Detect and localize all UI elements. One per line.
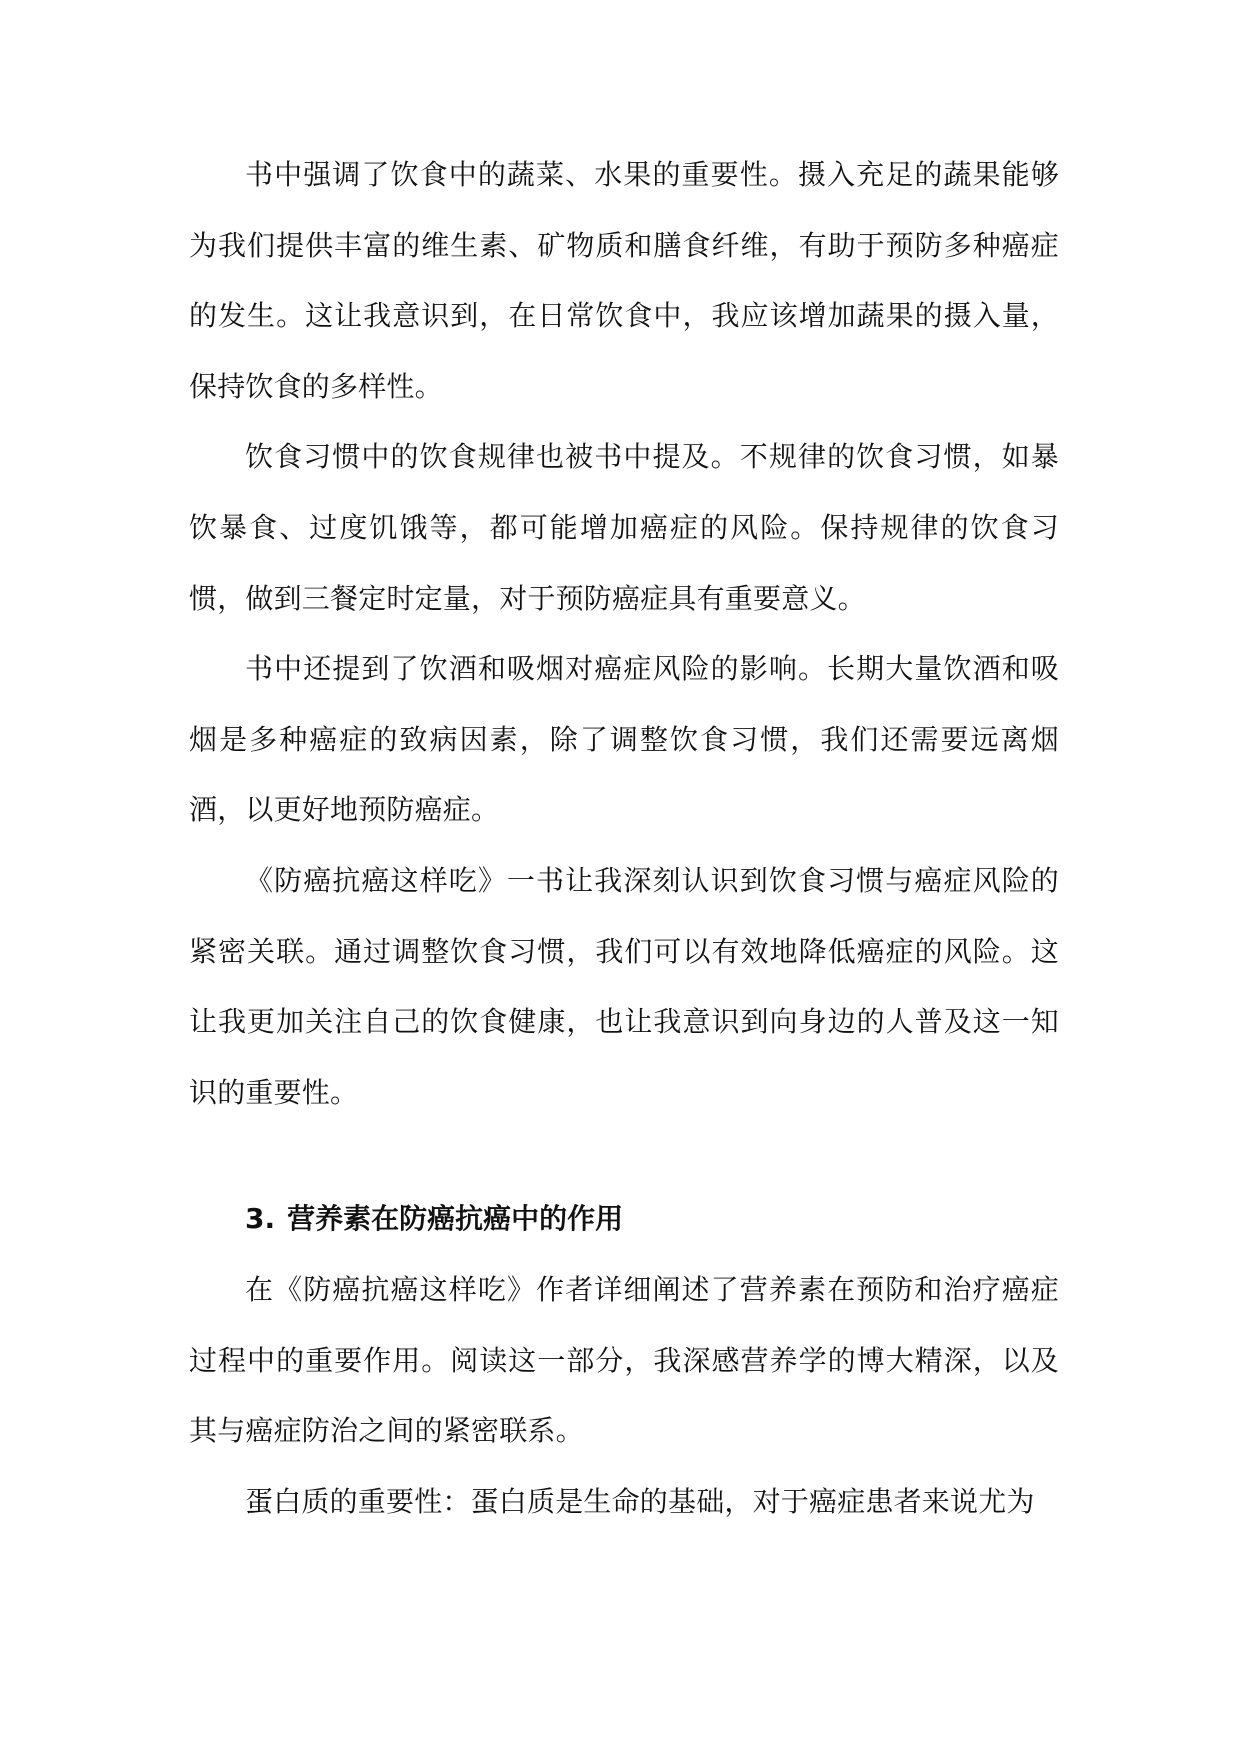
paragraph-nutrients-intro: 在《防癌抗癌这样吃》作者详细阐述了营养素在预防和治疗癌症过程中的重要作用。阅读这一部分，我深感营养学的博大精深，以及其与癌症防治之间的紧密联系。 [189,1272,1059,1448]
section-heading [189,1184,1059,1255]
paragraph-book-summary: 《防癌抗癌这样吃》一书让我深刻认识到饮食习惯与癌症风险的紧密关联。通过调整饮食习惯，我们可以有效地降低癌症的风险。这让我更加关注自己的饮食健康，也让我意识到向身边的人普及这一知识的重要性。 [189,863,1059,1109]
document-body [189,140,1059,1537]
section-number: 3. [245,1202,276,1236]
section-title: 营养素在防癌抗癌中的作用 [287,1202,624,1236]
paragraph-protein: 蛋白质的重要性：蛋白质是生命的基础，对于癌症患者来说尤为 [245,1484,1035,1518]
paragraph-eating-regularity: 饮食习惯中的饮食规律也被书中提及。不规律的饮食习惯，如暴饮暴食、过度饥饿等，都可能增加癌症的风险。保持规律的饮食习惯，做到三餐定时定量，对于预防癌症具有重要意义。 [189,440,1059,615]
paragraph-vegetables-fruits: 书中强调了饮食中的蔬菜、水果的重要性。摄入充足的蔬果能够为我们提供丰富的维生素、矿物质和膳食纤维，有助于预防多种癌症的发生。这让我意识到，在日常饮食中，我应该增加蔬果的摄入量，保持饮食的多样性。 [189,158,1059,403]
paragraph-alcohol-smoking: 书中还提到了饮酒和吸烟对癌症风险的影响。长期大量饮酒和吸烟是多种癌症的致病因素，除了调整饮食习惯，我们还需要远离烟酒，以更好地预防癌症。 [189,652,1059,827]
